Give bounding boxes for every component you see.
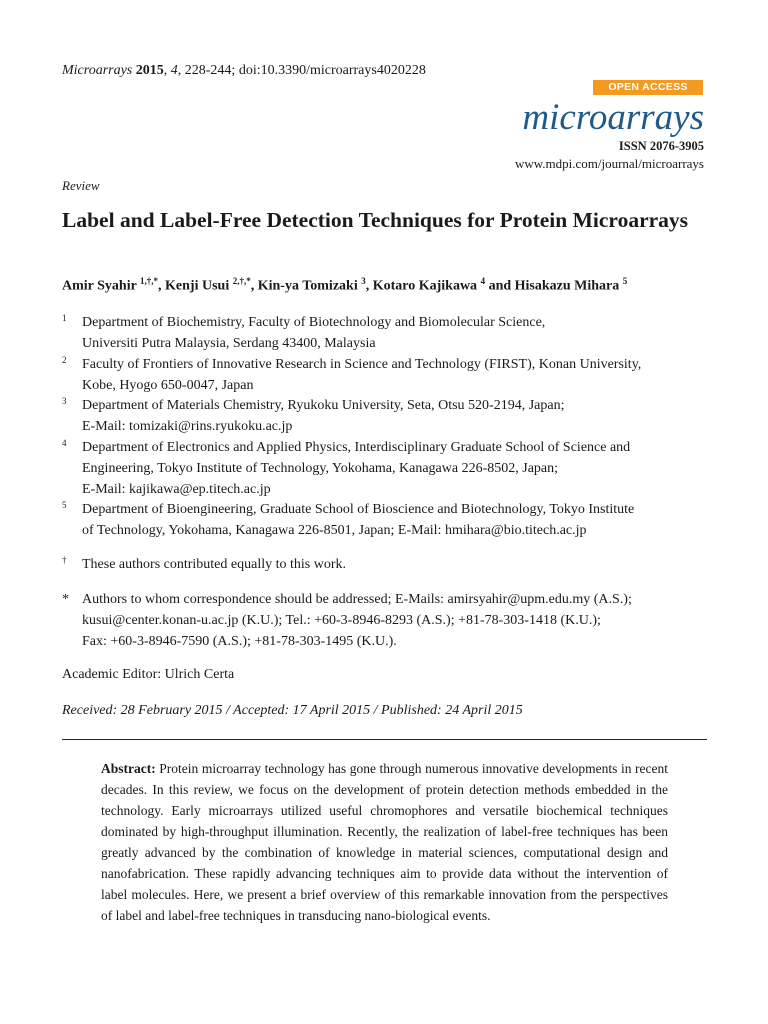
author-name: Kotaro Kajikawa bbox=[372, 278, 478, 294]
abstract-label: Abstract: bbox=[101, 761, 156, 776]
author-affil-marker: 2,†,* bbox=[232, 276, 251, 286]
affiliation-5 bbox=[62, 499, 712, 541]
publication-dates: Received: 28 February 2015 / Accepted: 17 April 2015 / Published: 24 April 2015 bbox=[62, 703, 523, 718]
affiliation-1 bbox=[62, 312, 712, 354]
citation-volume: 4 bbox=[170, 63, 178, 78]
affiliation-line: Universiti Putra Malaysia, Serdang 43400, Malaysia bbox=[82, 336, 376, 351]
citation-year: 2015 bbox=[135, 63, 164, 78]
author-name: Hisakazu Mihara bbox=[514, 278, 620, 294]
academic-editor: Academic Editor: Ulrich Certa bbox=[62, 667, 235, 682]
author-name: Kin-ya Tomizaki bbox=[257, 278, 358, 294]
author-affil-marker: 3 bbox=[361, 276, 366, 286]
affiliation-number: 4 bbox=[62, 438, 67, 448]
paper-title: Label and Label-Free Detection Techniques for Protein Microarrays bbox=[62, 208, 689, 232]
affiliation-2 bbox=[62, 354, 712, 396]
issn: ISSN 2076-3905 bbox=[618, 139, 704, 153]
note-text: These authors contributed equally to this work. bbox=[82, 557, 346, 572]
citation-journal: Microarrays bbox=[62, 63, 133, 78]
affiliation-line: Department of Bioengineering, Graduate School of Bioscience and Biotechnology, Tokyo Institute bbox=[82, 502, 635, 517]
affiliation-number: 2 bbox=[62, 355, 67, 365]
equal-contribution-note bbox=[62, 554, 712, 575]
affiliation-number: 3 bbox=[62, 396, 67, 406]
author-affil-marker: 4 bbox=[480, 276, 486, 286]
article-type: Review bbox=[62, 178, 100, 193]
author-list: Amir Syahir $^{1,\dagger,*}$, Kenji Usui $^{2,\dagger,*}$, Kin-ya Tomizaki $^3$, Kotaro Kajikawa $^4$ and Hisakazu Mihara $^5$ bbox=[62, 276, 628, 294]
open-access-badge: OPEN ACCESS bbox=[593, 80, 703, 95]
abstract bbox=[101, 758, 668, 926]
author-affil-marker: 5 bbox=[622, 276, 628, 286]
affiliation-number: 1 bbox=[62, 313, 67, 323]
journal-url[interactable]: www.mdpi.com/journal/microarrays bbox=[514, 156, 704, 171]
affiliation-line: Department of Electronics and Applied Physics, Interdisciplinary Graduate School of Science and bbox=[82, 440, 631, 455]
abstract-text: Protein microarray technology has gone through numerous innovative developments in recent decades. In this review, we focus on the development of protein detection methods embedded in the technology. Early microarrays utilized useful chromophores and versatile biochemical techniques dominated by high-throughput illumination. Recently, the realization of label-free techniques has been greatly advanced by the combination of knowledge in material sciences, computational design and nanofabrication. These rapidly advancing techniques aim to provide data without the intervention of label molecules. Here, we present a brief overview of this remarkable innovation from the perspectives of label and label-free techniques in transducing nano-biological events. bbox=[101, 761, 668, 923]
affiliation-line: Engineering, Tokyo Institute of Technology, Yokohama, Kanagawa 226-8502, Japan; bbox=[82, 461, 559, 476]
asterisk-symbol: * bbox=[62, 592, 69, 607]
dagger-symbol: † bbox=[62, 555, 67, 565]
note-line: kusui@center.konan-u.ac.jp (K.U.); Tel.: +60-3-8946-8293 (A.S.); +81-78-303-1418 (K.U.); bbox=[82, 613, 601, 628]
divider bbox=[62, 739, 707, 740]
affiliation-line: of Technology, Yokohama, Kanagawa 226-8501, Japan; E-Mail: hmihara@bio.titech.ac.jp bbox=[82, 523, 587, 538]
note-line: Fax: +60-3-8946-7590 (A.S.); +81-78-303-1495 (K.U.). bbox=[82, 634, 397, 649]
affiliation-line[interactable]: E-Mail: kajikawa@ep.titech.ac.jp bbox=[82, 482, 271, 497]
affiliation-line[interactable]: E-Mail: tomizaki@rins.ryukoku.ac.jp bbox=[82, 419, 293, 434]
affiliation-3 bbox=[62, 395, 712, 437]
affiliation-line: Department of Biochemistry, Faculty of Biotechnology and Biomolecular Science, bbox=[82, 315, 546, 330]
affiliation-line: Faculty of Frontiers of Innovative Research in Science and Technology (FIRST), Konan University, bbox=[82, 357, 642, 372]
correspondence-note bbox=[62, 589, 712, 652]
affiliation-4 bbox=[62, 437, 712, 500]
author-name: Kenji Usui bbox=[165, 278, 230, 294]
author-affil-marker: 1,†,* bbox=[140, 276, 159, 286]
affiliation-line: Kobe, Hyogo 650-0047, Japan bbox=[82, 378, 254, 393]
note-line: Authors to whom correspondence should be addressed; E-Mails: amirsyahir@upm.edu.my (A.S.); bbox=[82, 592, 632, 607]
affiliation-line: Department of Materials Chemistry, Ryukoku University, Seta, Otsu 520-2194, Japan; bbox=[82, 398, 565, 413]
citation-rest: , 228-244; doi:10.3390/microarrays4020228 bbox=[177, 63, 426, 78]
citation-line: Microarrays 2015, 4, 228-244; doi:10.3390/microarrays4020228 bbox=[62, 63, 426, 78]
journal-logo: microarrays bbox=[522, 97, 704, 138]
affiliation-number: 5 bbox=[62, 500, 67, 510]
author-name: Amir Syahir bbox=[62, 278, 137, 294]
